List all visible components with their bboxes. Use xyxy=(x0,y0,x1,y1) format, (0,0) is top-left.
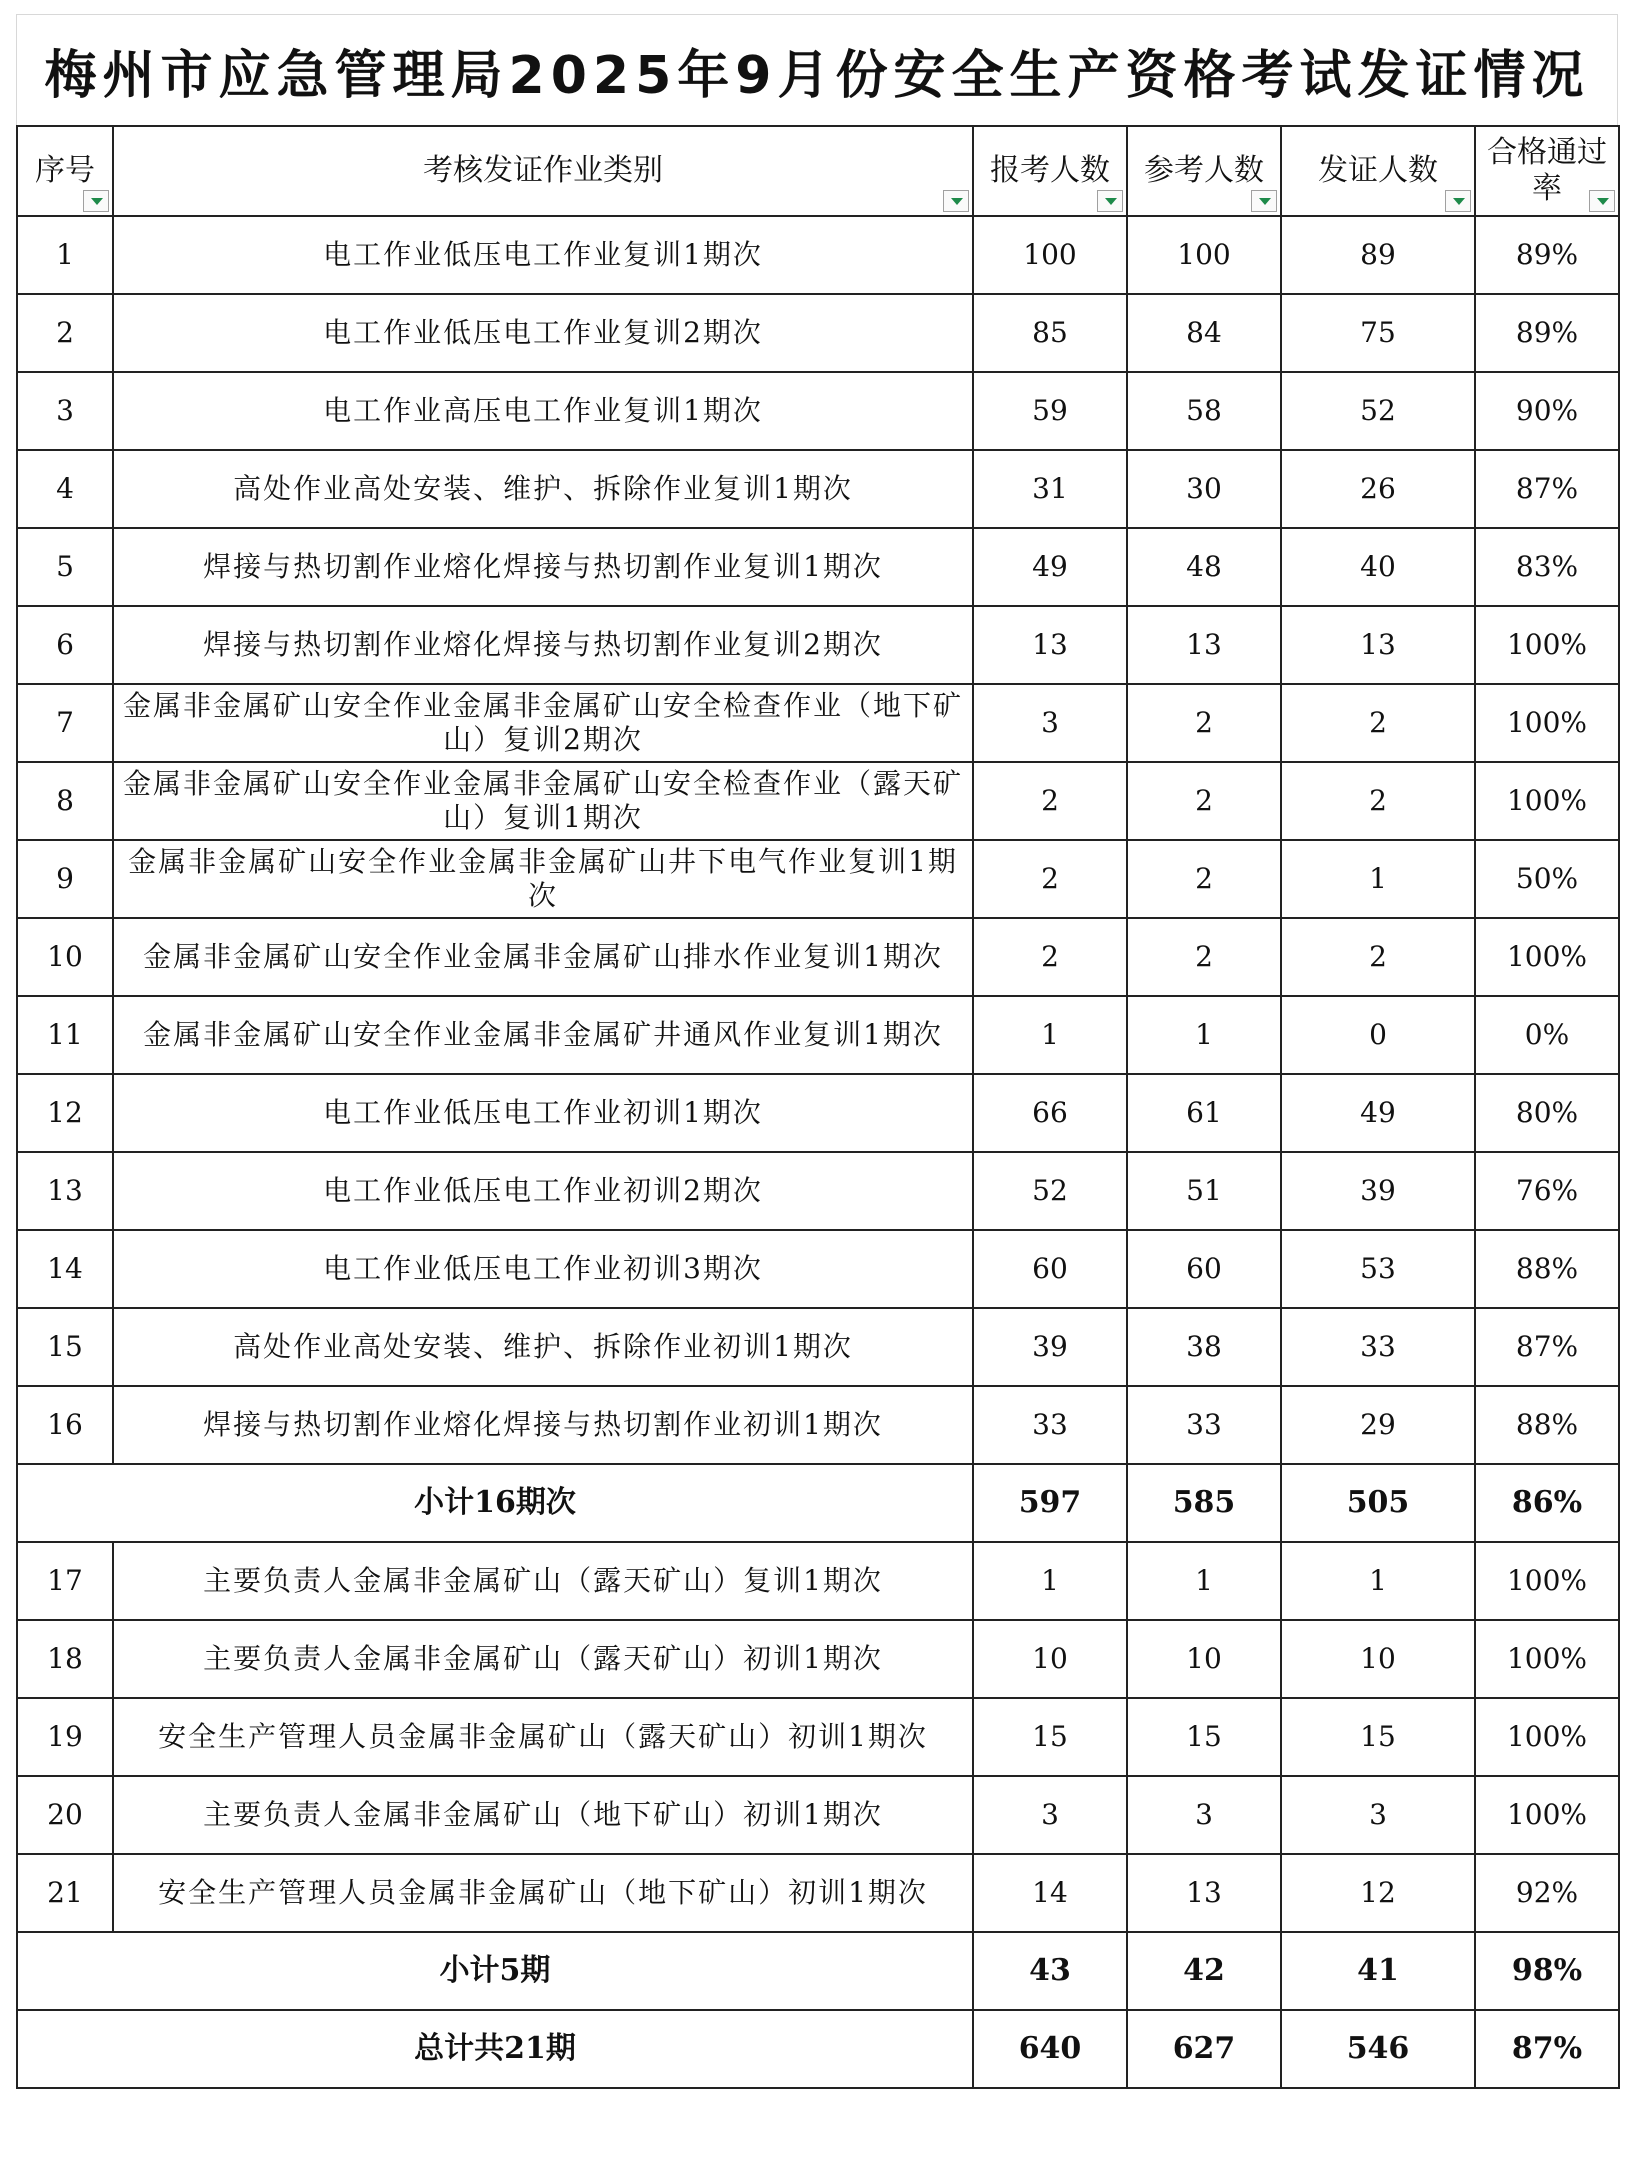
cell-seq[interactable]: 15 xyxy=(17,1308,113,1386)
table-row xyxy=(17,450,1619,528)
subtotal-rate[interactable]: 86% xyxy=(1475,1464,1619,1542)
cell-seq[interactable]: 14 xyxy=(17,1230,113,1308)
cell-certified[interactable]: 15 xyxy=(1281,1698,1475,1776)
cell-attended[interactable]: 100 xyxy=(1127,216,1281,294)
cell-certified[interactable]: 26 xyxy=(1281,450,1475,528)
cell-seq[interactable]: 12 xyxy=(17,1074,113,1152)
subtotal-label[interactable]: 小计16期次 xyxy=(17,1464,973,1542)
cell-registered[interactable]: 13 xyxy=(973,606,1127,684)
cell-rate[interactable]: 100% xyxy=(1475,918,1619,996)
table-row xyxy=(17,684,1619,762)
cell-registered[interactable]: 3 xyxy=(973,1776,1127,1854)
subtotal-rate[interactable]: 98% xyxy=(1475,1932,1619,2010)
cell-rate[interactable]: 100% xyxy=(1475,1698,1619,1776)
cell-category[interactable]: 安全生产管理人员金属非金属矿山（露天矿山）初训1期次 xyxy=(113,1698,973,1776)
cell-category[interactable]: 主要负责人金属非金属矿山（地下矿山）初训1期次 xyxy=(113,1776,973,1854)
header-pass-rate-label: 合格通过率 xyxy=(1487,135,1607,206)
cell-attended[interactable]: 13 xyxy=(1127,1854,1281,1932)
cell-attended[interactable]: 10 xyxy=(1127,1620,1281,1698)
filter-dropdown-icon[interactable] xyxy=(1445,190,1471,212)
subtotal-attended[interactable]: 585 xyxy=(1127,1464,1281,1542)
cell-category[interactable]: 焊接与热切割作业熔化焊接与热切割作业复训2期次 xyxy=(113,606,973,684)
table-row xyxy=(17,216,1619,294)
cell-certified[interactable]: 13 xyxy=(1281,606,1475,684)
header-row xyxy=(17,126,1619,216)
table-row xyxy=(17,1230,1619,1308)
cell-rate[interactable]: 100% xyxy=(1475,1542,1619,1620)
cell-attended[interactable]: 51 xyxy=(1127,1152,1281,1230)
cell-category[interactable]: 主要负责人金属非金属矿山（露天矿山）复训1期次 xyxy=(113,1542,973,1620)
cell-rate[interactable]: 88% xyxy=(1475,1230,1619,1308)
total-certified[interactable]: 546 xyxy=(1281,2010,1475,2088)
cell-certified[interactable]: 10 xyxy=(1281,1620,1475,1698)
cell-rate[interactable]: 100% xyxy=(1475,762,1619,840)
cell-category[interactable]: 金属非金属矿山安全作业金属非金属矿山安全检查作业（露天矿山）复训1期次 xyxy=(113,762,973,840)
cell-category[interactable]: 电工作业低压电工作业初训1期次 xyxy=(113,1074,973,1152)
cell-certified[interactable]: 39 xyxy=(1281,1152,1475,1230)
cell-rate[interactable]: 100% xyxy=(1475,684,1619,762)
cell-certified[interactable]: 2 xyxy=(1281,684,1475,762)
table-row xyxy=(17,294,1619,372)
header-registered-label: 报考人数 xyxy=(990,153,1110,188)
total-label[interactable]: 总计共21期 xyxy=(17,2010,973,2088)
cell-attended[interactable]: 2 xyxy=(1127,840,1281,918)
cell-registered[interactable]: 49 xyxy=(973,528,1127,606)
cell-attended[interactable]: 13 xyxy=(1127,606,1281,684)
total-registered[interactable]: 640 xyxy=(973,2010,1127,2088)
cell-attended[interactable]: 1 xyxy=(1127,1542,1281,1620)
table-row xyxy=(17,1620,1619,1698)
header-attended-label: 参考人数 xyxy=(1144,153,1264,188)
cell-category[interactable]: 电工作业低压电工作业复训2期次 xyxy=(113,294,973,372)
cell-registered[interactable]: 1 xyxy=(973,996,1127,1074)
cell-rate[interactable]: 88% xyxy=(1475,1386,1619,1464)
spreadsheet xyxy=(16,14,1618,2089)
subtotal-registered[interactable]: 43 xyxy=(973,1932,1127,2010)
cell-seq[interactable]: 17 xyxy=(17,1542,113,1620)
cell-seq[interactable]: 5 xyxy=(17,528,113,606)
cell-registered[interactable]: 33 xyxy=(973,1386,1127,1464)
cell-category[interactable]: 高处作业高处安装、维护、拆除作业初训1期次 xyxy=(113,1308,973,1386)
cell-registered[interactable]: 39 xyxy=(973,1308,1127,1386)
cell-attended[interactable]: 60 xyxy=(1127,1230,1281,1308)
cell-rate[interactable]: 0% xyxy=(1475,996,1619,1074)
cell-registered[interactable]: 85 xyxy=(973,294,1127,372)
header-certified-label: 发证人数 xyxy=(1318,153,1438,188)
cell-category[interactable]: 高处作业高处安装、维护、拆除作业复训1期次 xyxy=(113,450,973,528)
cell-category[interactable]: 电工作业低压电工作业初训3期次 xyxy=(113,1230,973,1308)
cell-registered[interactable]: 66 xyxy=(973,1074,1127,1152)
cell-rate[interactable]: 76% xyxy=(1475,1152,1619,1230)
table-row xyxy=(17,1776,1619,1854)
header-category xyxy=(113,126,973,216)
total-rate[interactable]: 87% xyxy=(1475,2010,1619,2088)
cell-seq[interactable]: 8 xyxy=(17,762,113,840)
cell-attended[interactable]: 38 xyxy=(1127,1308,1281,1386)
cell-attended[interactable]: 48 xyxy=(1127,528,1281,606)
cell-certified[interactable]: 49 xyxy=(1281,1074,1475,1152)
cell-rate[interactable]: 89% xyxy=(1475,216,1619,294)
cell-seq[interactable]: 6 xyxy=(17,606,113,684)
cell-seq[interactable]: 19 xyxy=(17,1698,113,1776)
cell-rate[interactable]: 92% xyxy=(1475,1854,1619,1932)
cell-certified[interactable]: 29 xyxy=(1281,1386,1475,1464)
cell-attended[interactable]: 2 xyxy=(1127,684,1281,762)
cell-certified[interactable]: 75 xyxy=(1281,294,1475,372)
cell-registered[interactable]: 1 xyxy=(973,1542,1127,1620)
cell-seq[interactable]: 10 xyxy=(17,918,113,996)
cell-certified[interactable]: 0 xyxy=(1281,996,1475,1074)
filter-dropdown-icon[interactable] xyxy=(1097,190,1123,212)
cell-seq[interactable]: 11 xyxy=(17,996,113,1074)
cell-seq[interactable]: 13 xyxy=(17,1152,113,1230)
cell-registered[interactable]: 52 xyxy=(973,1152,1127,1230)
cell-certified[interactable]: 2 xyxy=(1281,762,1475,840)
cell-category[interactable]: 金属非金属矿山安全作业金属非金属矿井通风作业复训1期次 xyxy=(113,996,973,1074)
table-row xyxy=(17,372,1619,450)
cell-registered[interactable]: 2 xyxy=(973,840,1127,918)
header-certified xyxy=(1281,126,1475,216)
table-row xyxy=(17,1386,1619,1464)
cell-certified[interactable]: 3 xyxy=(1281,1776,1475,1854)
cell-seq[interactable]: 2 xyxy=(17,294,113,372)
cell-certified[interactable]: 12 xyxy=(1281,1854,1475,1932)
header-attended xyxy=(1127,126,1281,216)
table-row xyxy=(17,1152,1619,1230)
cell-rate[interactable]: 50% xyxy=(1475,840,1619,918)
cell-seq[interactable]: 18 xyxy=(17,1620,113,1698)
header-seq xyxy=(17,126,113,216)
cell-registered[interactable]: 60 xyxy=(973,1230,1127,1308)
table-row xyxy=(17,528,1619,606)
cell-attended[interactable]: 61 xyxy=(1127,1074,1281,1152)
cell-registered[interactable]: 59 xyxy=(973,372,1127,450)
cell-rate[interactable]: 89% xyxy=(1475,294,1619,372)
cell-registered[interactable]: 31 xyxy=(973,450,1127,528)
filter-dropdown-icon[interactable] xyxy=(83,190,109,212)
cell-attended[interactable]: 2 xyxy=(1127,762,1281,840)
cell-seq[interactable]: 3 xyxy=(17,372,113,450)
cell-certified[interactable]: 1 xyxy=(1281,840,1475,918)
cell-rate[interactable]: 80% xyxy=(1475,1074,1619,1152)
table-row xyxy=(17,762,1619,840)
cell-attended[interactable]: 2 xyxy=(1127,918,1281,996)
cell-registered[interactable]: 10 xyxy=(973,1620,1127,1698)
cell-category[interactable]: 主要负责人金属非金属矿山（露天矿山）初训1期次 xyxy=(113,1620,973,1698)
cell-seq[interactable]: 7 xyxy=(17,684,113,762)
cell-category[interactable]: 电工作业低压电工作业复训1期次 xyxy=(113,216,973,294)
cell-category[interactable]: 焊接与热切割作业熔化焊接与热切割作业初训1期次 xyxy=(113,1386,973,1464)
table-row xyxy=(17,1308,1619,1386)
cell-category[interactable]: 金属非金属矿山安全作业金属非金属矿山安全检查作业（地下矿山）复训2期次 xyxy=(113,684,973,762)
cell-attended[interactable]: 1 xyxy=(1127,996,1281,1074)
subtotal-certified[interactable]: 41 xyxy=(1281,1932,1475,2010)
filter-dropdown-icon[interactable] xyxy=(1589,190,1615,212)
cell-rate[interactable]: 100% xyxy=(1475,606,1619,684)
filter-dropdown-icon[interactable] xyxy=(943,190,969,212)
cell-certified[interactable]: 33 xyxy=(1281,1308,1475,1386)
cell-seq[interactable]: 1 xyxy=(17,216,113,294)
cell-category[interactable]: 安全生产管理人员金属非金属矿山（地下矿山）初训1期次 xyxy=(113,1854,973,1932)
cell-attended[interactable]: 15 xyxy=(1127,1698,1281,1776)
cell-seq[interactable]: 21 xyxy=(17,1854,113,1932)
table-row xyxy=(17,1854,1619,1932)
cell-category[interactable]: 电工作业高压电工作业复训1期次 xyxy=(113,372,973,450)
table-row xyxy=(17,1698,1619,1776)
total-attended[interactable]: 627 xyxy=(1127,2010,1281,2088)
table-row xyxy=(17,996,1619,1074)
cell-rate[interactable]: 100% xyxy=(1475,1620,1619,1698)
table-row xyxy=(17,1074,1619,1152)
cell-certified[interactable]: 2 xyxy=(1281,918,1475,996)
table-row xyxy=(17,1542,1619,1620)
cell-certified[interactable]: 53 xyxy=(1281,1230,1475,1308)
subtotal-row xyxy=(17,1464,1619,1542)
table-row xyxy=(17,918,1619,996)
cell-category[interactable]: 焊接与热切割作业熔化焊接与热切割作业复训1期次 xyxy=(113,528,973,606)
cell-certified[interactable]: 89 xyxy=(1281,216,1475,294)
subtotal-certified[interactable]: 505 xyxy=(1281,1464,1475,1542)
subtotal-row xyxy=(17,1932,1619,2010)
cell-registered[interactable]: 2 xyxy=(973,918,1127,996)
cell-attended[interactable]: 58 xyxy=(1127,372,1281,450)
exam-table xyxy=(16,125,1620,2089)
subtotal-attended[interactable]: 42 xyxy=(1127,1932,1281,2010)
table-row xyxy=(17,606,1619,684)
table-row xyxy=(17,840,1619,918)
total-row xyxy=(17,2010,1619,2088)
cell-certified[interactable]: 52 xyxy=(1281,372,1475,450)
cell-rate[interactable]: 87% xyxy=(1475,1308,1619,1386)
cell-seq[interactable]: 16 xyxy=(17,1386,113,1464)
header-seq-label: 序号 xyxy=(35,153,95,188)
header-registered xyxy=(973,126,1127,216)
cell-certified[interactable]: 40 xyxy=(1281,528,1475,606)
cell-certified[interactable]: 1 xyxy=(1281,1542,1475,1620)
cell-rate[interactable]: 87% xyxy=(1475,450,1619,528)
cell-seq[interactable]: 9 xyxy=(17,840,113,918)
cell-attended[interactable]: 33 xyxy=(1127,1386,1281,1464)
page-title: 梅州市应急管理局2025年9月份安全生产资格考试发证情况 xyxy=(16,14,1618,125)
cell-category[interactable]: 金属非金属矿山安全作业金属非金属矿山排水作业复训1期次 xyxy=(113,918,973,996)
cell-registered[interactable]: 3 xyxy=(973,684,1127,762)
cell-seq[interactable]: 4 xyxy=(17,450,113,528)
cell-category[interactable]: 电工作业低压电工作业初训2期次 xyxy=(113,1152,973,1230)
cell-category[interactable]: 金属非金属矿山安全作业金属非金属矿山井下电气作业复训1期次 xyxy=(113,840,973,918)
cell-registered[interactable]: 100 xyxy=(973,216,1127,294)
cell-seq[interactable]: 20 xyxy=(17,1776,113,1854)
cell-rate[interactable]: 100% xyxy=(1475,1776,1619,1854)
cell-registered[interactable]: 2 xyxy=(973,762,1127,840)
cell-rate[interactable]: 90% xyxy=(1475,372,1619,450)
filter-dropdown-icon[interactable] xyxy=(1251,190,1277,212)
cell-attended[interactable]: 84 xyxy=(1127,294,1281,372)
subtotal-label[interactable]: 小计5期 xyxy=(17,1932,973,2010)
header-category-label: 考核发证作业类别 xyxy=(423,153,663,188)
cell-registered[interactable]: 14 xyxy=(973,1854,1127,1932)
cell-attended[interactable]: 30 xyxy=(1127,450,1281,528)
cell-registered[interactable]: 15 xyxy=(973,1698,1127,1776)
cell-rate[interactable]: 83% xyxy=(1475,528,1619,606)
cell-attended[interactable]: 3 xyxy=(1127,1776,1281,1854)
subtotal-registered[interactable]: 597 xyxy=(973,1464,1127,1542)
header-pass-rate xyxy=(1475,126,1619,216)
